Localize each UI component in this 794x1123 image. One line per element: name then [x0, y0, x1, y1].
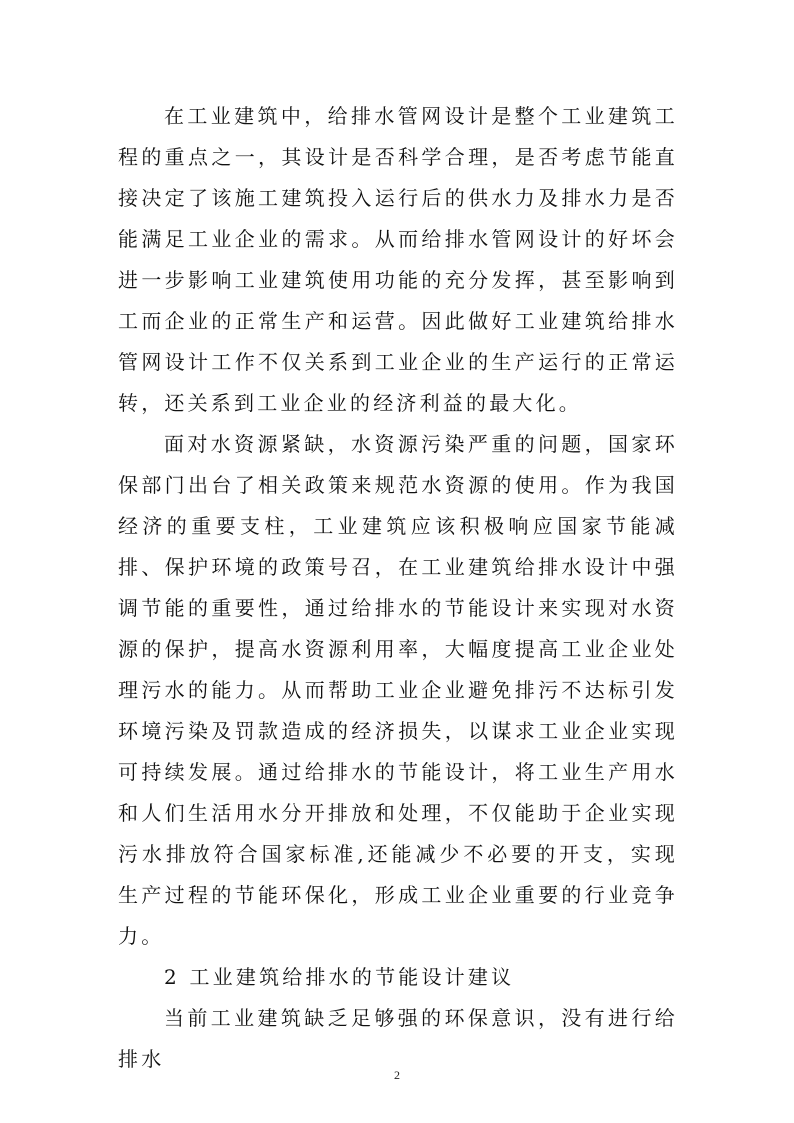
paragraph-3: 当前工业建筑缺乏足够强的环保意识，没有进行给排水 [118, 1006, 678, 1071]
paragraph-1: 在工业建筑中，给排水管网设计是整个工业建筑工程的重点之一，其设计是否科学合理，是否考虑节能直接决定了该施工建筑投入运行后的供水力及排水力是否能满足工业企业的需求。从而给排水管网设计的好坏会进一步影响工业建筑使用功能的充分发挥，甚至影响到工而企业的正常生产和运营。因此做好工业建筑给排水管网设计工作不仅关系到工业企业的生产运行的正常运转，还关系到工业企业的经济利益的最大化。 [118, 104, 678, 415]
body-text [118, 96, 678, 1080]
page-number: 2 [394, 1068, 400, 1082]
section-heading: 2 工业建筑给排水的节能设计建议 [164, 965, 515, 989]
paragraph-2: 面对水资源紧缺，水资源污染严重的问题，国家环保部门出台了相关政策来规范水资源的使用。作为我国经济的重要支柱，工业建筑应该积极响应国家节能减排、保护环境的政策号召，在工业建筑给排水设计中强调节能的重要性，通过给排水的节能设计来实现对水资源的保护，提高水资源利用率，大幅度提高工业企业处理污水的能力。从而帮助工业企业避免排污不达标引发环境污染及罚款造成的经济损失，以谋求工业企业实现可持续发展。通过给排水的节能设计，将工业生产用水和人们生活用水分开排放和处理，不仅能助于企业实现污水排放符合国家标准,还能减少不必要的开支，实现生产过程的节能环保化，形成工业企业重要的行业竞争力。 [118, 432, 678, 948]
